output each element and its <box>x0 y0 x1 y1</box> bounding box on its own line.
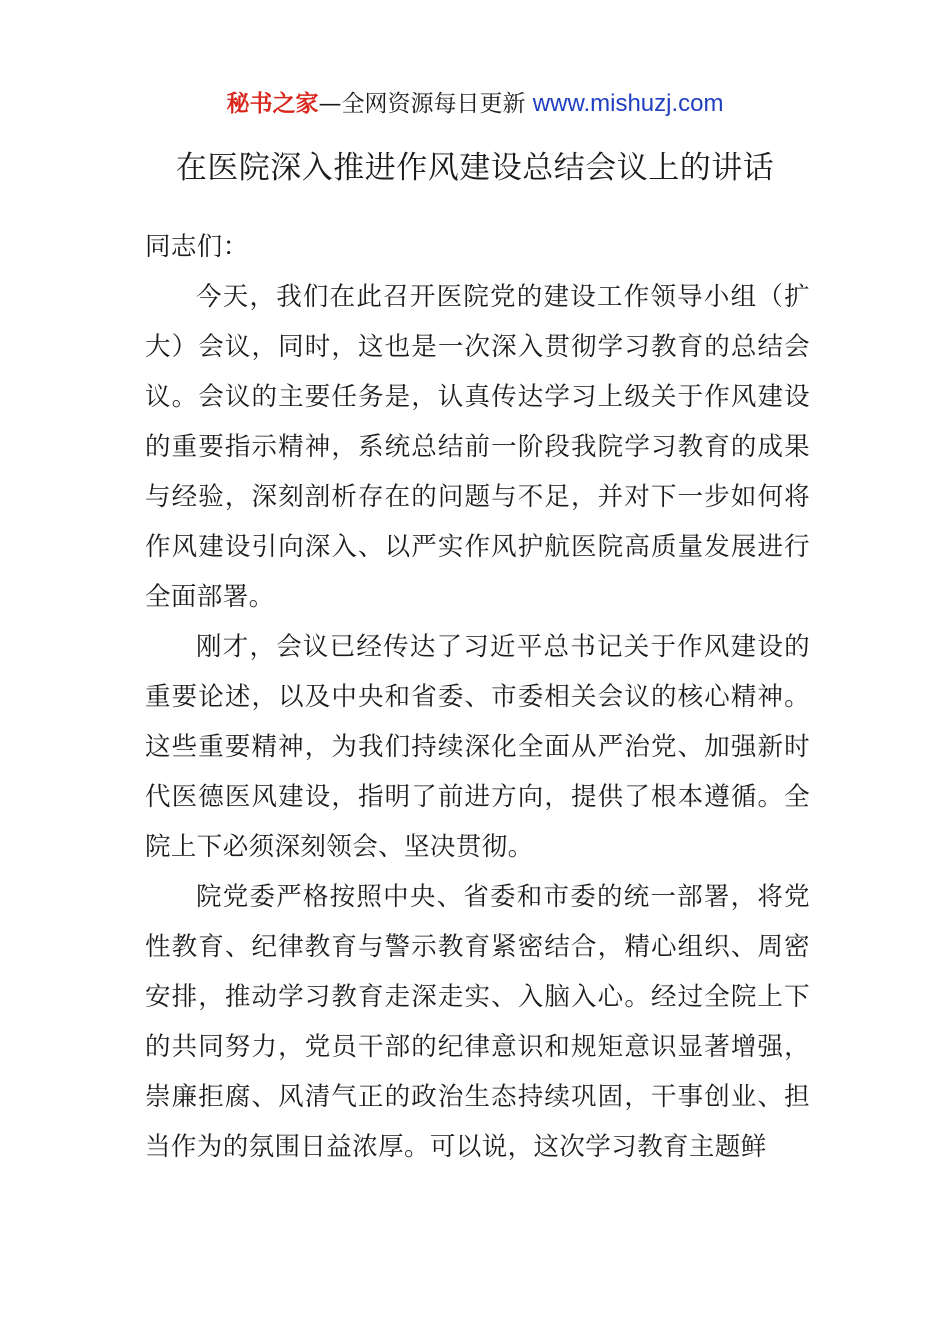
paragraph-2: 刚才，会议已经传达了习近平总书记关于作风建设的重要论述，以及中央和省委、市委相关会议的核心精神。这些重要精神，为我们持续深化全面从严治党、加强新时代医德医风建设，指明了前进方向，提供了根本遵循。全院上下必须深刻领会、坚决贯彻。 <box>145 632 810 862</box>
site-url-link[interactable]: www.mishuzj.com <box>532 90 724 117</box>
document-title: 在医院深入推进作风建设总结会议上的讲话 <box>175 150 775 186</box>
paragraph-1: 今天，我们在此召开医院党的建设工作领导小组（扩大）会议，同时，这也是一次深入贯彻学习教育的总结会议。会议的主要任务是，认真传达学习上级关于作风建设的重要指示精神，系统总结前一阶段我院学习教育的成果与经验，深刻剖析存在的问题与不足，并对下一步如何将作风建设引向深入、以严实作风护航医院高质量发展进行全面部署。 <box>145 282 810 612</box>
salutation: 同志们： <box>145 232 249 262</box>
paragraph-3: 院党委严格按照中央、省委和市委的统一部署，将党性教育、纪律教育与警示教育紧密结合，精心组织、周密安排，推动学习教育走深走实、入脑入心。经过全院上下的共同努力，党员干部的纪律意识和规矩意识显著增强，崇廉拒腐、风清气正的政治生态持续巩固，干事创业、担当作为的氛围日益浓厚。可以说，这次学习教育主题鲜 <box>145 882 810 1162</box>
document-body <box>145 222 810 1172</box>
site-header <box>0 88 950 120</box>
header-tagline: —全网资源每日更新 <box>318 91 526 117</box>
brand-name: 秘书之家 <box>226 91 319 117</box>
